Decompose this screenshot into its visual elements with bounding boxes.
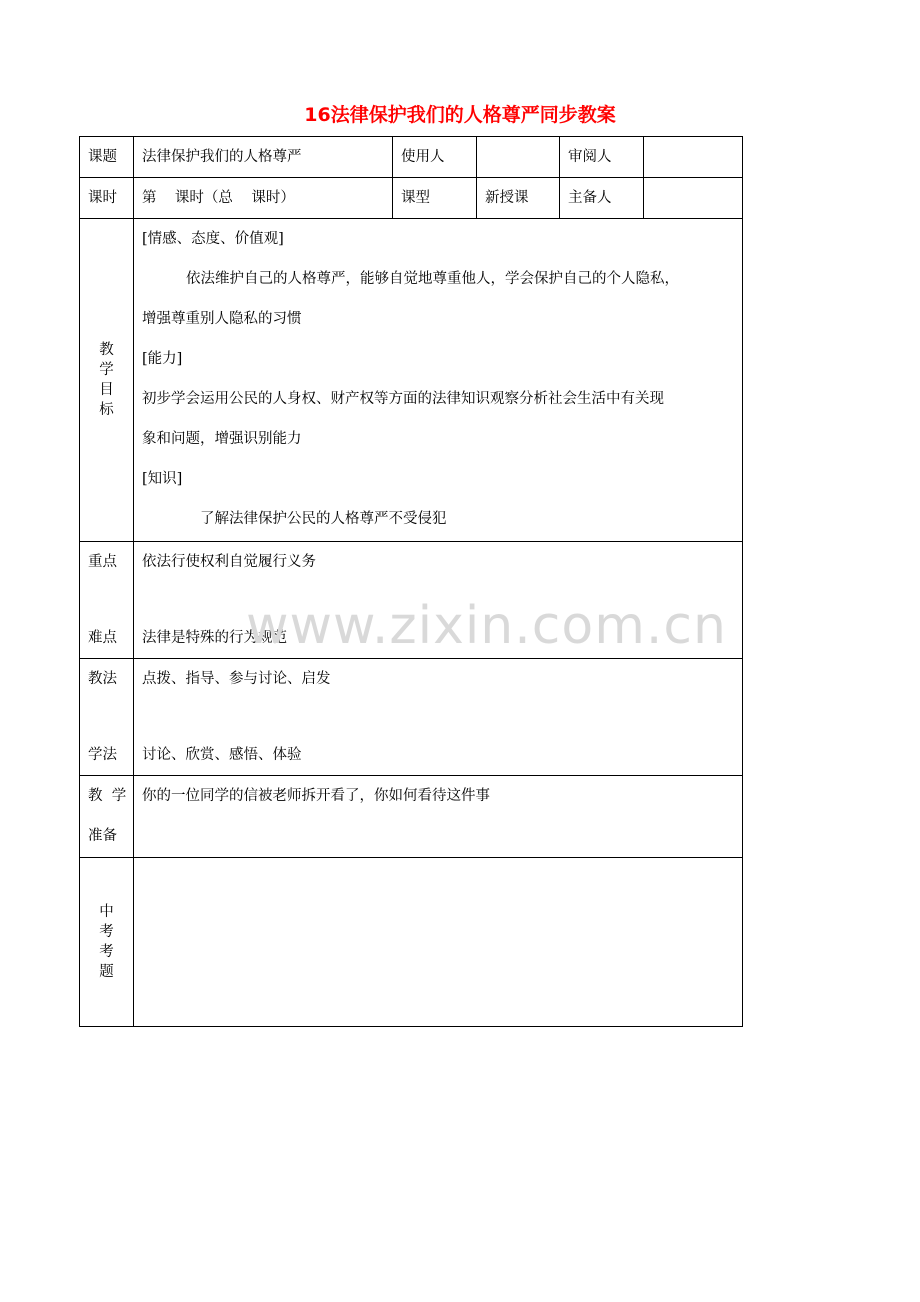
type-value: 新授课 bbox=[477, 178, 560, 219]
methods-row bbox=[80, 659, 743, 776]
user-value bbox=[477, 137, 560, 178]
emotion-line: 依法维护自己的人格尊严，能够自觉地尊重他人，学会保护自己的个人隐私， bbox=[186, 271, 679, 287]
learning-method-value: 讨论、欣赏、感悟、体验 bbox=[142, 747, 302, 763]
watermark: www.zixin.com.cn bbox=[246, 596, 727, 656]
preparation-text: 你的一位同学的信被老师拆开看了，你如何看待这件事 bbox=[142, 788, 490, 804]
exam-value bbox=[134, 858, 743, 1027]
emotion-line: 增强尊重别人隐私的习惯 bbox=[142, 311, 302, 327]
preparation-label bbox=[80, 776, 134, 858]
exam-label-char: 中 bbox=[99, 904, 114, 920]
emotion-heading: [情感、态度、价值观] bbox=[142, 231, 284, 247]
ability-line: 象和问题，增强识别能力 bbox=[142, 431, 302, 447]
knowledge-heading: [知识] bbox=[142, 471, 183, 487]
objectives-label-char: 标 bbox=[99, 402, 114, 418]
objectives-row bbox=[80, 219, 743, 542]
type-label: 课型 bbox=[393, 178, 477, 219]
reviewer-label: 审阅人 bbox=[560, 137, 644, 178]
learning-method-label: 学法 bbox=[88, 747, 117, 763]
reviewer-value bbox=[644, 137, 743, 178]
methods-labels bbox=[80, 659, 134, 776]
ability-heading: [能力] bbox=[142, 351, 183, 367]
ability-line: 初步学会运用公民的人身权、财产权等方面的法律知识观察分析社会生活中有关现 bbox=[142, 391, 664, 407]
exam-label-char: 考 bbox=[99, 944, 114, 960]
document-title: 16法律保护我们的人格尊严同步教案 bbox=[304, 104, 616, 126]
focus-labels bbox=[80, 542, 134, 659]
lesson-plan-table bbox=[79, 136, 743, 1027]
objectives-content bbox=[134, 219, 743, 542]
preparation-row bbox=[80, 776, 743, 858]
key-point-label: 重点 bbox=[88, 554, 117, 570]
focus-content bbox=[134, 542, 743, 659]
objectives-label-char: 目 bbox=[99, 382, 114, 398]
preparation-label-line: 教 学 bbox=[88, 788, 127, 804]
preparer-value bbox=[644, 178, 743, 219]
key-point-value: 依法行使权利自觉履行义务 bbox=[142, 554, 316, 570]
methods-content bbox=[134, 659, 743, 776]
exam-label-char: 题 bbox=[99, 964, 114, 980]
preparation-value bbox=[134, 776, 743, 858]
topic-value: 法律保护我们的人格尊严 bbox=[134, 137, 393, 178]
period-value: 第 课时（总 课时） bbox=[134, 178, 393, 219]
exam-row bbox=[80, 858, 743, 1027]
topic-label: 课题 bbox=[80, 137, 134, 178]
focus-row bbox=[80, 542, 743, 659]
period-label: 课时 bbox=[80, 178, 134, 219]
difficult-point-label: 难点 bbox=[88, 630, 117, 646]
preparation-label-line: 准备 bbox=[88, 828, 117, 844]
objectives-label bbox=[80, 219, 134, 542]
difficult-point-value: 法律是特殊的行为规范 bbox=[142, 630, 287, 646]
teaching-method-label: 教法 bbox=[88, 671, 117, 687]
knowledge-line: 了解法律保护公民的人格尊严不受侵犯 bbox=[200, 511, 447, 527]
topic-row bbox=[80, 137, 743, 178]
objectives-label-char: 学 bbox=[99, 362, 114, 378]
teaching-method-value: 点拨、指导、参与讨论、启发 bbox=[142, 671, 331, 687]
preparer-label: 主备人 bbox=[560, 178, 644, 219]
period-row bbox=[80, 178, 743, 219]
objectives-label-char: 教 bbox=[99, 342, 114, 358]
exam-label-char: 考 bbox=[99, 924, 114, 940]
exam-label bbox=[80, 858, 134, 1027]
user-label: 使用人 bbox=[393, 137, 477, 178]
